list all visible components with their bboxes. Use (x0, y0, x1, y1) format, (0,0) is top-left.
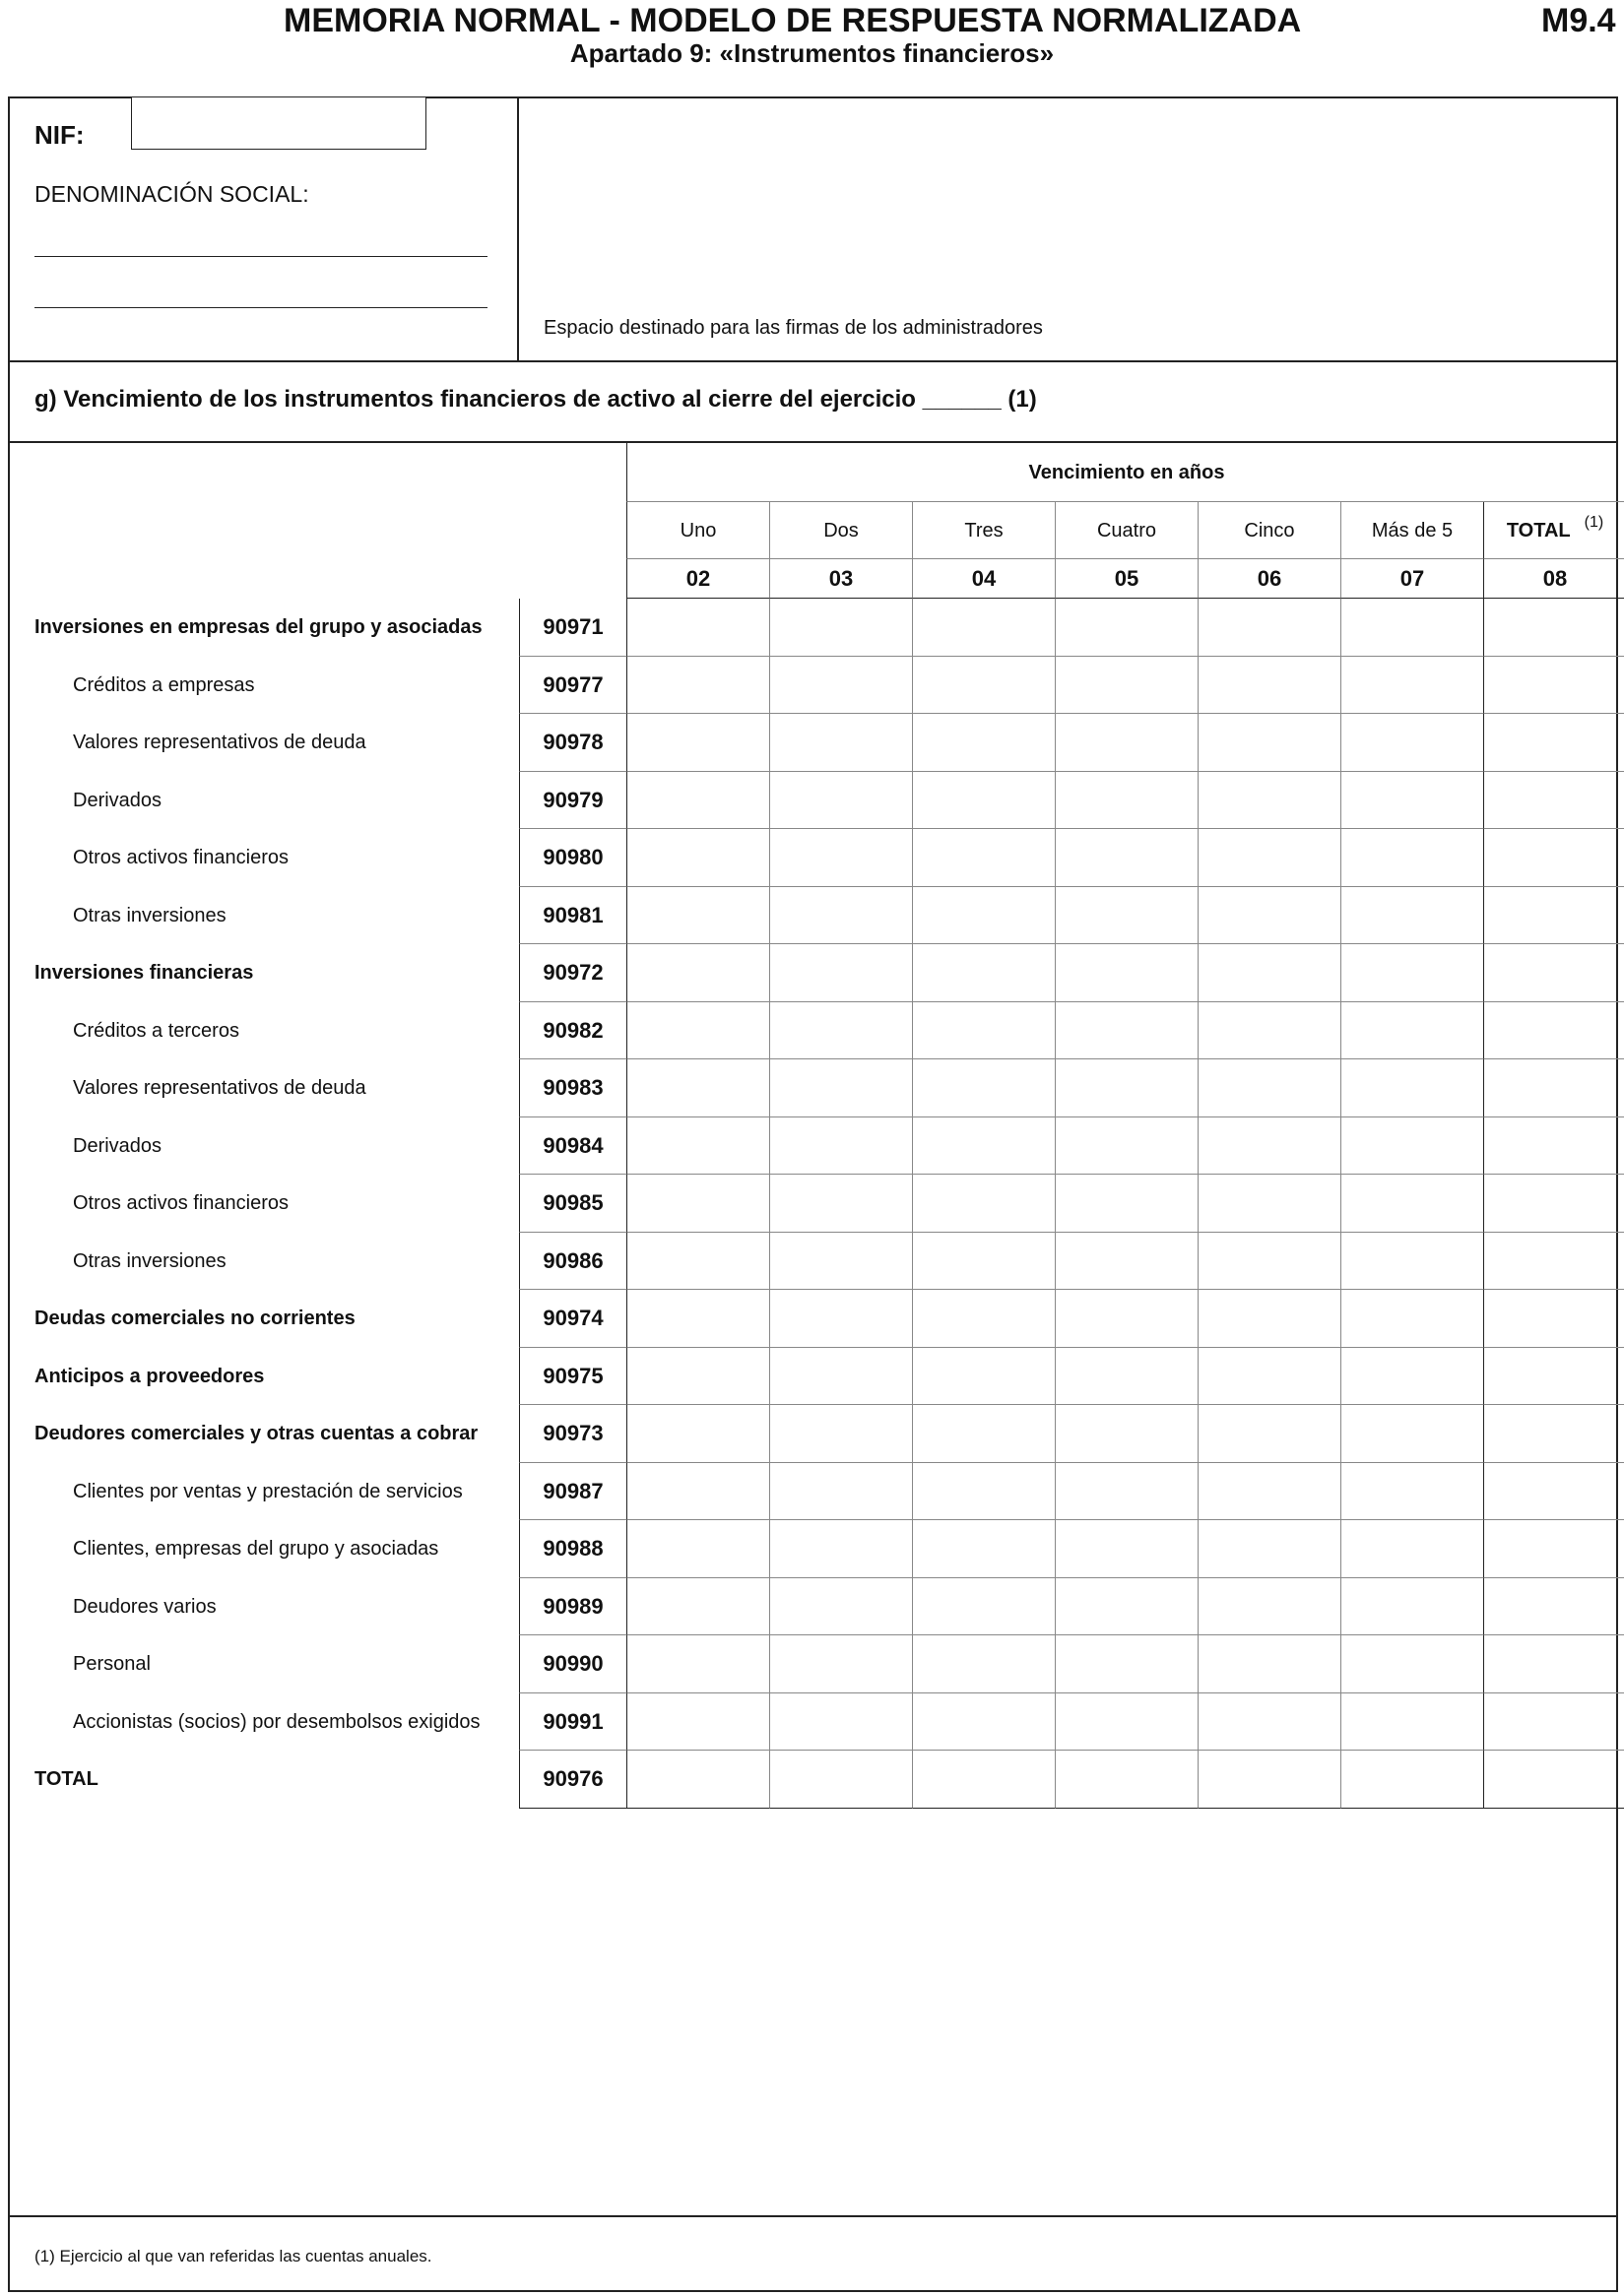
amount-cell[interactable] (1055, 944, 1198, 1002)
amount-cell[interactable] (1198, 1002, 1340, 1060)
column-label: Dos (823, 520, 859, 542)
form-subtitle: Apartado 9: «Instrumentos financieros» (569, 38, 1055, 68)
amount-cell[interactable] (912, 1117, 1055, 1176)
column-label: Cuatro (1096, 520, 1157, 542)
amount-cell[interactable] (626, 1290, 769, 1348)
amount-cell[interactable] (1198, 944, 1340, 1002)
amount-cell[interactable] (1340, 1233, 1483, 1291)
amount-cell[interactable] (769, 944, 912, 1002)
amount-cell[interactable] (769, 1405, 912, 1463)
row-label: Valores representativos de deuda (73, 1077, 366, 1099)
amount-cell[interactable] (1055, 1405, 1198, 1463)
amount-cell[interactable] (1055, 657, 1198, 715)
amount-cell[interactable] (626, 1233, 769, 1291)
amount-cell[interactable] (626, 1520, 769, 1578)
form-code: M9.4 (1541, 2, 1616, 39)
row-label: Otras inversiones (73, 904, 227, 926)
amount-cell[interactable] (769, 1578, 912, 1636)
amount-cell[interactable] (1055, 1348, 1198, 1406)
amount-cell[interactable] (912, 1002, 1055, 1060)
row-label: Derivados (73, 789, 162, 811)
amount-cell[interactable] (1055, 599, 1198, 657)
row-code: 90983 (519, 1059, 626, 1117)
row-label: Créditos a empresas (73, 673, 255, 696)
amount-cell[interactable] (1055, 1751, 1198, 1809)
amount-cell[interactable] (1055, 1578, 1198, 1636)
row-code: 90991 (519, 1693, 626, 1752)
amount-cell[interactable] (1483, 599, 1624, 657)
amount-cell[interactable] (1340, 1290, 1483, 1348)
amount-cell[interactable] (1340, 887, 1483, 945)
amount-cell[interactable] (1483, 829, 1624, 887)
amount-cell[interactable] (912, 1635, 1055, 1693)
amount-cell[interactable] (912, 1693, 1055, 1752)
amount-cell[interactable] (626, 1348, 769, 1406)
row-code: 90984 (519, 1117, 626, 1176)
amount-cell[interactable] (912, 657, 1055, 715)
amount-cell[interactable] (1340, 1578, 1483, 1636)
amount-cell[interactable] (626, 599, 769, 657)
row-label: Inversiones financieras (34, 962, 254, 984)
amount-cell[interactable] (626, 1751, 769, 1809)
amount-cell[interactable] (626, 1405, 769, 1463)
amount-cell[interactable] (1055, 1635, 1198, 1693)
amount-cell[interactable] (626, 1002, 769, 1060)
amount-cell[interactable] (1483, 1405, 1624, 1463)
amount-cell[interactable] (1483, 1520, 1624, 1578)
row-label: Accionistas (socios) por desembolsos exigidos (73, 1710, 481, 1733)
amount-cell[interactable] (769, 1348, 912, 1406)
amount-cell[interactable] (1055, 1693, 1198, 1752)
row-code: 90985 (519, 1175, 626, 1233)
amount-cell[interactable] (912, 1751, 1055, 1809)
amount-cell[interactable] (626, 829, 769, 887)
amount-cell[interactable] (1340, 599, 1483, 657)
group-header: Vencimiento en años (626, 443, 1624, 502)
amount-cell[interactable] (1198, 1578, 1340, 1636)
amount-cell[interactable] (1055, 1233, 1198, 1291)
row-code: 90971 (519, 599, 626, 657)
row-label: Valores representativos de deuda (73, 732, 366, 753)
amount-cell[interactable] (1340, 1635, 1483, 1693)
row-label: Personal (73, 1653, 151, 1675)
amount-cell[interactable] (769, 1290, 912, 1348)
amount-cell[interactable] (1340, 772, 1483, 830)
amount-cell[interactable] (769, 887, 912, 945)
amount-cell[interactable] (1198, 1233, 1340, 1291)
row-label: Inversiones en empresas del grupo y asociadas (34, 616, 483, 638)
amount-cell[interactable] (1198, 1290, 1340, 1348)
amount-cell[interactable] (912, 772, 1055, 830)
row-code: 90989 (519, 1578, 626, 1636)
denominacion-line-1[interactable] (34, 256, 487, 257)
amount-cell[interactable] (626, 1175, 769, 1233)
amount-cell[interactable] (1340, 1059, 1483, 1117)
amount-cell[interactable] (1483, 1233, 1624, 1291)
amount-cell[interactable] (1198, 657, 1340, 715)
section-title: g) Vencimiento de los instrumentos financieros de activo al cierre del ejercicio ______ (1) (34, 386, 1037, 413)
column-label: Cinco (1244, 520, 1295, 542)
row-code: 90978 (519, 714, 626, 772)
row-code: 90972 (519, 944, 626, 1002)
amount-cell[interactable] (912, 1175, 1055, 1233)
column-header (912, 502, 1055, 559)
amount-cell[interactable] (769, 1059, 912, 1117)
row-code: 90979 (519, 772, 626, 830)
denominacion-label: DENOMINACIÓN SOCIAL: (34, 181, 309, 207)
amount-cell[interactable] (1055, 1463, 1198, 1521)
amount-cell[interactable] (769, 1117, 912, 1176)
column-header (1340, 502, 1483, 559)
amount-cell[interactable] (769, 1002, 912, 1060)
amount-cell[interactable] (912, 887, 1055, 945)
row-code: 90981 (519, 887, 626, 945)
amount-cell[interactable] (912, 1405, 1055, 1463)
column-number: 08 (1483, 559, 1624, 599)
amount-cell[interactable] (912, 829, 1055, 887)
column-header (1198, 502, 1340, 559)
column-number: 04 (912, 559, 1055, 599)
amount-cell[interactable] (1483, 1175, 1624, 1233)
row-code: 90990 (519, 1635, 626, 1693)
amount-cell[interactable] (1198, 714, 1340, 772)
form-frame (8, 96, 1618, 2292)
identification-area (10, 98, 1616, 362)
amount-cell[interactable] (1483, 657, 1624, 715)
nif-label: NIF: (34, 120, 85, 150)
amount-cell[interactable] (912, 1059, 1055, 1117)
amount-cell[interactable] (1483, 1635, 1624, 1693)
column-number: 06 (1198, 559, 1340, 599)
column-header (1055, 502, 1198, 559)
amount-cell[interactable] (1198, 1175, 1340, 1233)
amount-cell[interactable] (626, 1463, 769, 1521)
row-label: Derivados (73, 1134, 162, 1157)
amount-cell[interactable] (1340, 829, 1483, 887)
footnote: (1) Ejercicio al que van referidas las cuentas anuales. (34, 2247, 432, 2265)
amount-cell[interactable] (1198, 1693, 1340, 1752)
amount-cell[interactable] (769, 772, 912, 830)
amount-cell[interactable] (1340, 1520, 1483, 1578)
amount-cell[interactable] (769, 1520, 912, 1578)
section-header (10, 362, 1616, 443)
amount-cell[interactable] (1483, 887, 1624, 945)
amount-cell[interactable] (769, 1463, 912, 1521)
row-code: 90976 (519, 1751, 626, 1809)
amount-cell[interactable] (1055, 772, 1198, 830)
amount-cell[interactable] (1055, 829, 1198, 887)
amount-cell[interactable] (1198, 599, 1340, 657)
amount-cell[interactable] (912, 1290, 1055, 1348)
column-header (769, 502, 912, 559)
amount-cell[interactable] (912, 714, 1055, 772)
amount-cell[interactable] (1198, 1405, 1340, 1463)
amount-cell[interactable] (1055, 1290, 1198, 1348)
amount-cell[interactable] (1055, 1175, 1198, 1233)
column-number: 03 (769, 559, 912, 599)
amount-cell[interactable] (1483, 1290, 1624, 1348)
amount-cell[interactable] (912, 1463, 1055, 1521)
amount-cell[interactable] (1198, 887, 1340, 945)
amount-cell[interactable] (769, 714, 912, 772)
amount-cell[interactable] (626, 1117, 769, 1176)
amount-cell[interactable] (1483, 1578, 1624, 1636)
row-code: 90986 (519, 1233, 626, 1291)
amount-cell[interactable] (1340, 714, 1483, 772)
row-label: Clientes, empresas del grupo y asociadas (73, 1538, 439, 1560)
amount-cell[interactable] (1340, 1175, 1483, 1233)
amount-cell[interactable] (1340, 1117, 1483, 1176)
amount-cell[interactable] (769, 657, 912, 715)
amount-cell[interactable] (626, 944, 769, 1002)
amount-cell[interactable] (1198, 1348, 1340, 1406)
row-code: 90982 (519, 1002, 626, 1060)
row-label: TOTAL (34, 1768, 98, 1790)
row-label: Otros activos financieros (73, 847, 289, 868)
row-code: 90975 (519, 1348, 626, 1406)
amount-cell[interactable] (769, 1233, 912, 1291)
signature-area-note: Espacio destinado para las firmas de los administradores (544, 317, 1043, 339)
amount-cell[interactable] (1483, 1059, 1624, 1117)
column-header (626, 502, 769, 559)
amount-cell[interactable] (769, 1635, 912, 1693)
row-label: Clientes por ventas y prestación de servicios (73, 1480, 463, 1502)
nif-field[interactable] (131, 96, 426, 150)
amount-cell[interactable] (626, 1693, 769, 1752)
amount-cell[interactable] (1340, 944, 1483, 1002)
amount-cell[interactable] (1198, 1117, 1340, 1176)
form-title-text: MEMORIA NORMAL - MODELO DE RESPUESTA NORMALIZADA (284, 2, 1302, 39)
amount-cell[interactable] (626, 1635, 769, 1693)
column-label: TOTAL (1506, 520, 1571, 542)
amount-cell[interactable] (626, 714, 769, 772)
row-label: Deudas comerciales no corrientes (34, 1307, 356, 1329)
denominacion-line-2[interactable] (34, 307, 487, 308)
amount-cell[interactable] (1483, 944, 1624, 1002)
amount-cell[interactable] (1483, 1693, 1624, 1752)
amount-cell[interactable] (1055, 714, 1198, 772)
amount-cell[interactable] (1483, 1463, 1624, 1521)
amount-cell[interactable] (1340, 1405, 1483, 1463)
amount-cell[interactable] (1483, 1751, 1624, 1809)
amount-cell[interactable] (769, 829, 912, 887)
amount-cell[interactable] (1198, 1059, 1340, 1117)
row-label: Otros activos financieros (73, 1192, 289, 1214)
column-label: Uno (680, 520, 717, 542)
amount-cell[interactable] (1055, 1117, 1198, 1176)
amount-cell[interactable] (626, 1578, 769, 1636)
column-label: Más de 5 (1371, 520, 1454, 542)
row-code: 90977 (519, 657, 626, 715)
amount-cell[interactable] (1198, 1751, 1340, 1809)
row-label: Deudores varios (73, 1595, 217, 1618)
amount-cell[interactable] (769, 599, 912, 657)
amount-cell[interactable] (1483, 1117, 1624, 1176)
amount-cell[interactable] (626, 772, 769, 830)
amount-cell[interactable] (1340, 657, 1483, 715)
amount-cell[interactable] (1198, 1635, 1340, 1693)
amount-cell[interactable] (912, 1520, 1055, 1578)
amount-cell[interactable] (1055, 1002, 1198, 1060)
amount-cell[interactable] (626, 887, 769, 945)
amount-cell[interactable] (1483, 772, 1624, 830)
amount-cell[interactable] (912, 1578, 1055, 1636)
column-label: Tres (964, 520, 1004, 542)
amount-cell[interactable] (1483, 1348, 1624, 1406)
amount-cell[interactable] (1055, 1520, 1198, 1578)
amount-cell[interactable] (1055, 1059, 1198, 1117)
amount-cell[interactable] (1483, 714, 1624, 772)
row-label: Deudores comerciales y otras cuentas a cobrar (34, 1423, 479, 1444)
amount-cell[interactable] (626, 657, 769, 715)
row-label: Anticipos a proveedores (34, 1365, 265, 1387)
row-code: 90987 (519, 1463, 626, 1521)
amount-cell[interactable] (1198, 1463, 1340, 1521)
amount-cell[interactable] (769, 1693, 912, 1752)
amount-cell[interactable] (1198, 829, 1340, 887)
row-code: 90973 (519, 1405, 626, 1463)
amount-cell[interactable] (1483, 1002, 1624, 1060)
amount-cell[interactable] (1198, 772, 1340, 830)
amount-cell[interactable] (912, 1233, 1055, 1291)
amount-cell[interactable] (1340, 1348, 1483, 1406)
amount-cell[interactable] (1340, 1002, 1483, 1060)
amount-cell[interactable] (1340, 1463, 1483, 1521)
amount-cell[interactable] (769, 1751, 912, 1809)
column-number: 02 (626, 559, 769, 599)
row-label: Otras inversiones (73, 1249, 227, 1272)
amount-cell[interactable] (912, 599, 1055, 657)
row-code: 90974 (519, 1290, 626, 1348)
amount-cell[interactable] (1055, 887, 1198, 945)
amount-cell[interactable] (912, 944, 1055, 1002)
amount-cell[interactable] (1198, 1520, 1340, 1578)
row-label: Créditos a terceros (73, 1019, 239, 1042)
column-number: 05 (1055, 559, 1198, 599)
amount-cell[interactable] (912, 1348, 1055, 1406)
amount-cell[interactable] (626, 1059, 769, 1117)
row-code: 90988 (519, 1520, 626, 1578)
column-footnote-ref: (1) (1584, 514, 1604, 531)
amount-cell[interactable] (1340, 1751, 1483, 1809)
company-id-panel (10, 98, 519, 360)
amount-cell[interactable] (769, 1175, 912, 1233)
amount-cell[interactable] (1340, 1693, 1483, 1752)
column-header (1483, 502, 1624, 559)
footnote-area (10, 2215, 1616, 2292)
row-code: 90980 (519, 829, 626, 887)
column-number: 07 (1340, 559, 1483, 599)
